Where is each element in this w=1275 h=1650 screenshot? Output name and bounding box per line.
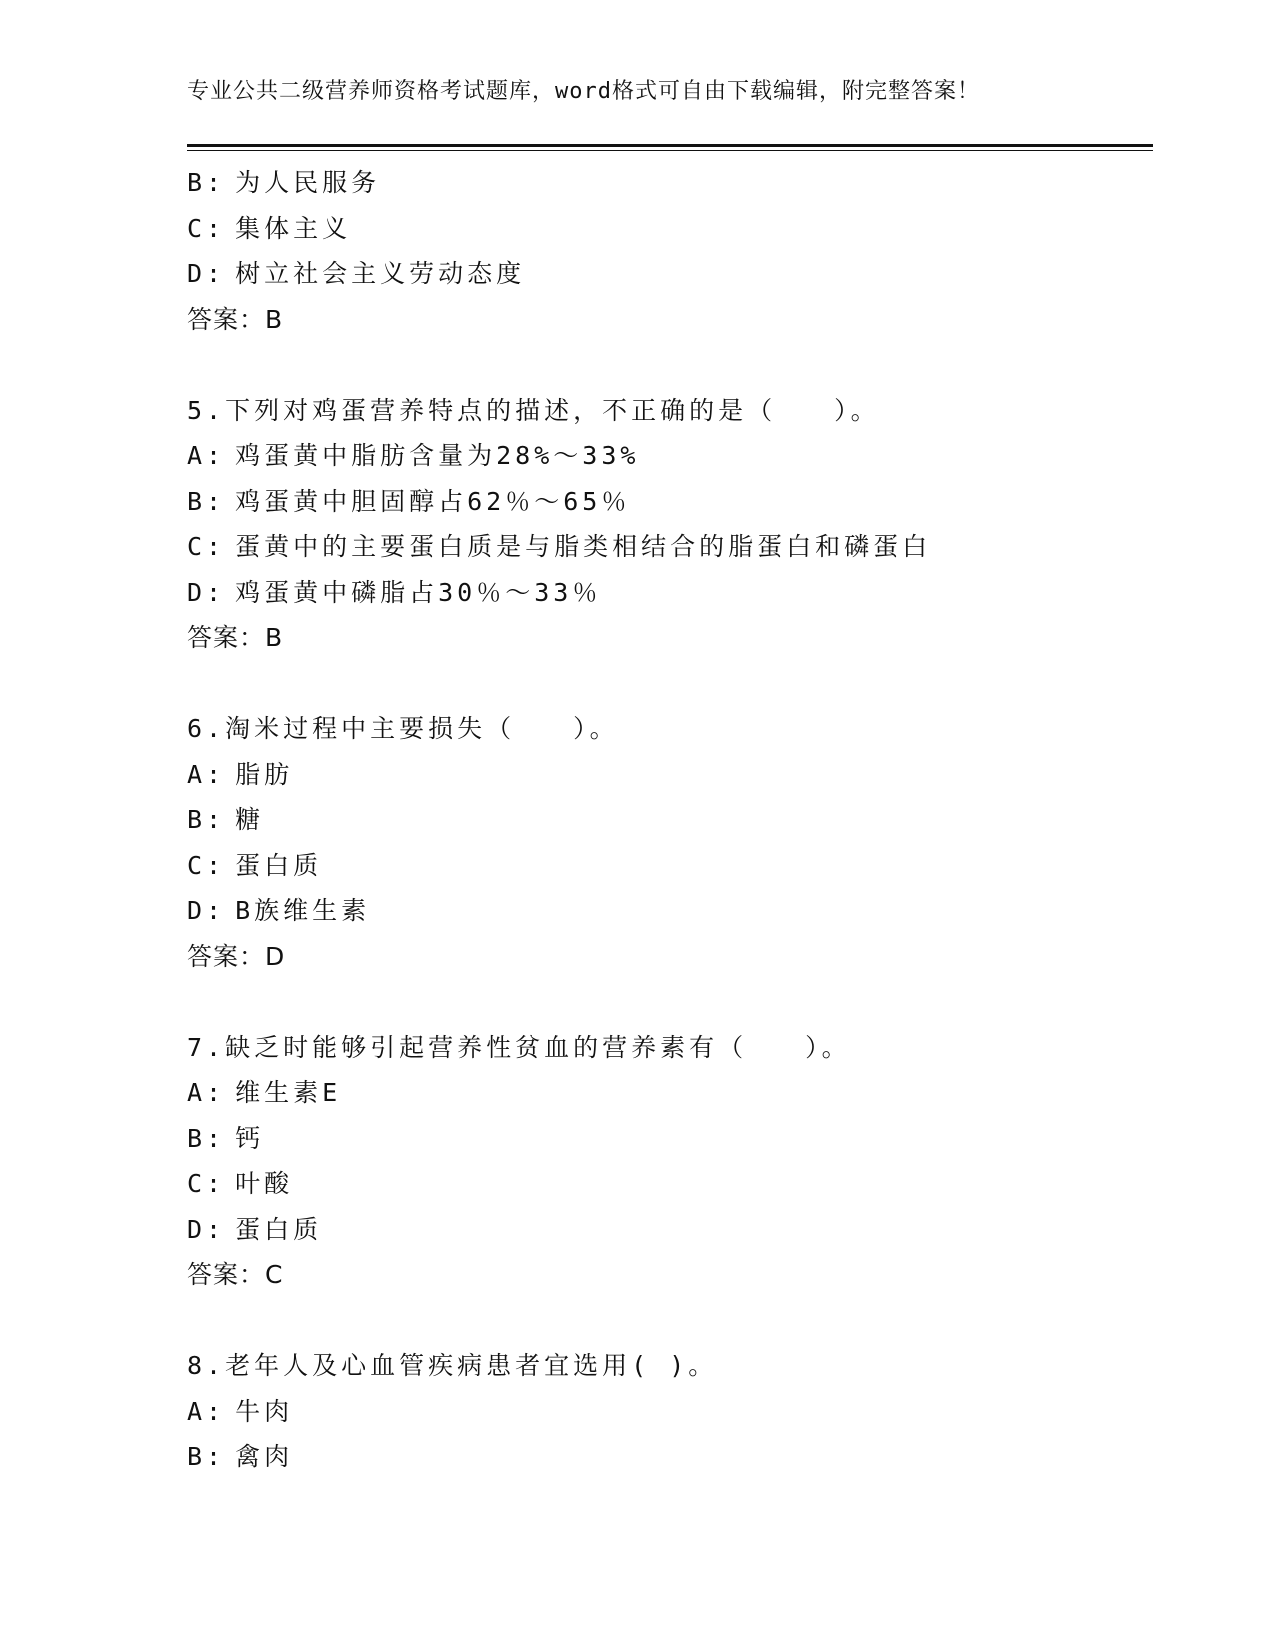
- option-letter: C:: [187, 850, 226, 880]
- option-text: 鸡蛋黄中磷脂占30％～33％: [235, 577, 602, 607]
- option-letter: A:: [187, 1396, 226, 1426]
- option-text: 集体主义: [235, 213, 352, 243]
- option-a: [187, 433, 1153, 479]
- option-c: [187, 206, 1153, 252]
- answer-text: 答案：B: [187, 623, 284, 652]
- option-c: [187, 843, 1153, 889]
- option-text: 蛋黄中的主要蛋白质是与脂类相结合的脂蛋白和磷蛋白: [235, 532, 932, 561]
- option-b: [187, 797, 1153, 843]
- option-b: [187, 1434, 1153, 1480]
- option-text: 牛肉: [235, 1396, 294, 1426]
- option-letter: C:: [187, 213, 226, 243]
- option-a: [187, 1389, 1153, 1435]
- option-letter: D:: [187, 1214, 226, 1244]
- question-list: [187, 160, 1153, 1480]
- answer-text: 答案：D: [187, 941, 286, 971]
- header-rule-thin: [187, 150, 1153, 151]
- block-spacer: [187, 342, 1153, 388]
- header-rule-thick: [187, 144, 1153, 147]
- option-letter: B:: [187, 1123, 226, 1153]
- question-text: 5.下列对鸡蛋营养特点的描述，不正确的是（ ）。: [187, 395, 880, 425]
- option-letter: C:: [187, 532, 226, 561]
- option-text: 为人民服务: [235, 168, 381, 197]
- option-text: 糖: [235, 805, 265, 834]
- answer-text: 答案：B: [187, 304, 284, 334]
- option-text: 钙: [235, 1123, 265, 1153]
- option-letter: B:: [187, 805, 226, 834]
- option-letter: B:: [187, 168, 226, 197]
- option-d: [187, 251, 1153, 297]
- option-b: [187, 1116, 1153, 1162]
- option-text: 蛋白质: [235, 850, 323, 880]
- option-letter: D:: [187, 259, 226, 288]
- option-text: 禽肉: [235, 1442, 294, 1471]
- option-d: [187, 1207, 1153, 1253]
- option-d: [187, 888, 1153, 934]
- option-text: 蛋白质: [235, 1214, 323, 1244]
- option-b: [187, 479, 1153, 525]
- option-letter: C:: [187, 1169, 226, 1198]
- option-d: [187, 570, 1153, 616]
- option-letter: D:: [187, 896, 226, 925]
- option-text: 维生素E: [235, 1078, 342, 1107]
- option-letter: D:: [187, 577, 226, 607]
- option-a: [187, 1070, 1153, 1116]
- block-spacer: [187, 979, 1153, 1025]
- page-header: 专业公共二级营养师资格考试题库，word格式可自由下载编辑，附完整答案！: [187, 79, 980, 104]
- question-text: 7.缺乏时能够引起营养性贫血的营养素有（ ）。: [187, 1032, 851, 1062]
- option-text: B族维生素: [235, 896, 371, 925]
- option-text: 脂肪: [235, 759, 294, 789]
- option-letter: A:: [187, 759, 226, 789]
- option-text: 叶酸: [235, 1169, 294, 1198]
- question-text: 6.淘米过程中主要损失（ ）。: [187, 714, 619, 743]
- option-text: 树立社会主义劳动态度: [235, 259, 526, 288]
- option-a: [187, 752, 1153, 798]
- block-spacer: [187, 1298, 1153, 1344]
- question-text: 8.老年人及心血管疾病患者宜选用( )。: [187, 1351, 718, 1380]
- option-text: 鸡蛋黄中胆固醇占62％～65％: [235, 486, 631, 516]
- option-letter: B:: [187, 1442, 226, 1471]
- option-text: 鸡蛋黄中脂肪含量为28%～33%: [235, 441, 640, 470]
- option-letter: A:: [187, 1078, 226, 1107]
- option-c: [187, 524, 1153, 570]
- option-c: [187, 1161, 1153, 1207]
- block-spacer: [187, 661, 1153, 707]
- option-letter: B:: [187, 486, 226, 516]
- answer-text: 答案：C: [187, 1260, 284, 1289]
- option-letter: A:: [187, 441, 226, 470]
- option-b: [187, 160, 1153, 206]
